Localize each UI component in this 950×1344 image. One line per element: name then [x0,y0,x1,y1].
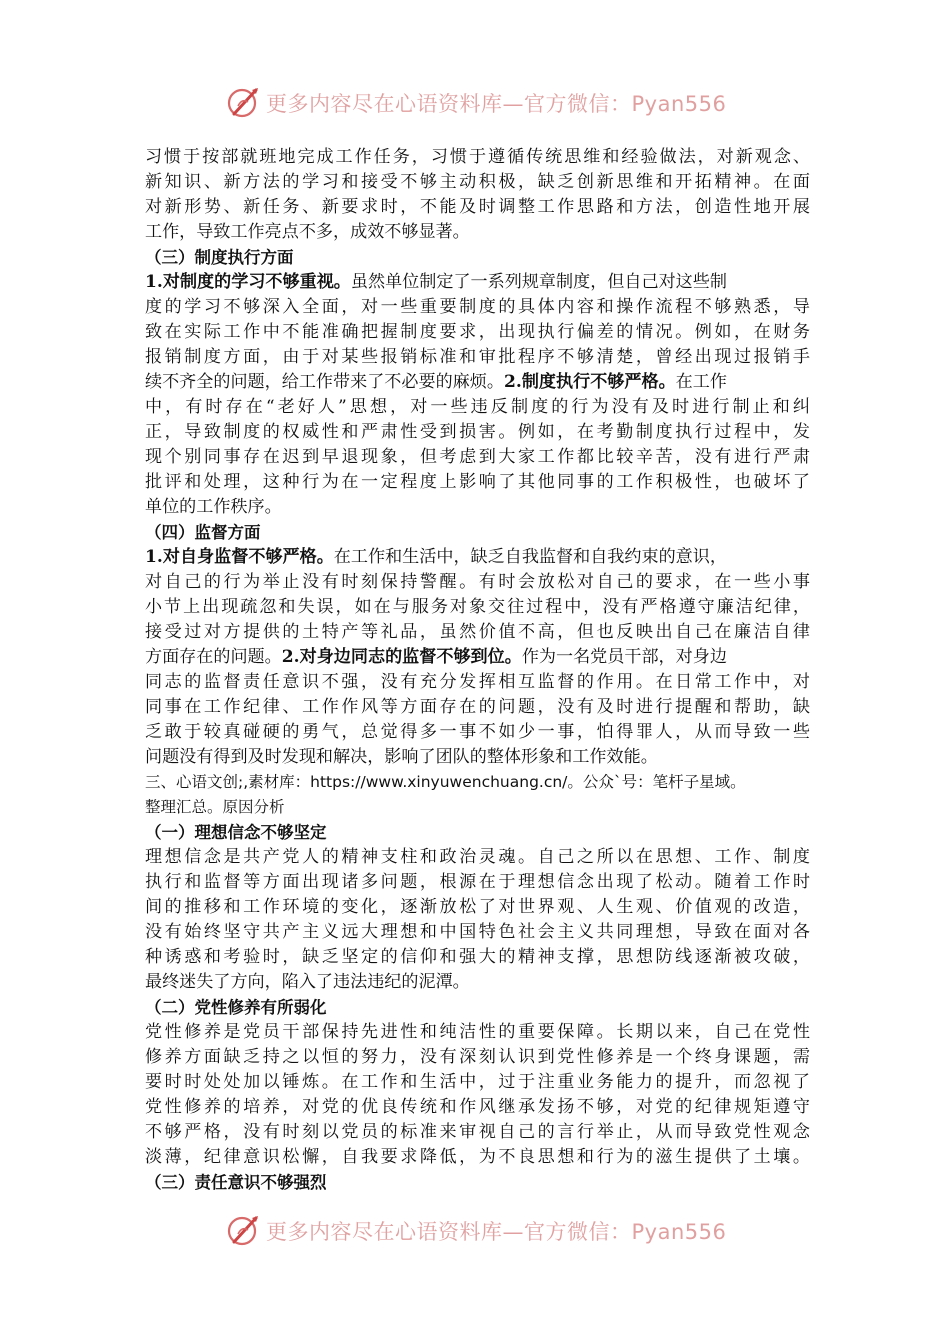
section-heading: （一）理想信念不够坚定 [145,823,327,842]
text-line: 淡薄，纪律意识松懈，自我要求降低，为不良思想和行为的滋生提供了土壤。 [145,1147,810,1167]
text-line: 工作，导致工作亮点不多，成效不够显著。 [145,222,470,242]
text-line: 修养方面缺乏持之以恒的努力，没有深刻认识到党性修养是一个终身课题，需 [145,1047,810,1067]
text-line: 新知识、新方法的学习和接受不够主动积极，缺乏创新思维和开拓精神。在面 [145,172,810,192]
watermark-text: 更多内容尽在心语资料库—官方微信：Pyan556 [266,1220,727,1244]
text-line: 种诱惑和考验时，缺乏坚定的信仰和强大的精神支撑，思想防线逐渐被攻破， [145,947,810,967]
text-line: 执行和监督等方面出现诸多问题，根源在于理想信念出现了松动。随着工作时 [145,872,810,892]
text-line: 小节上出现疏忽和失误，如在与服务对象交往过程中，没有严格遵守廉洁纪律， [145,597,810,617]
text-line: 现个别同事存在迟到早退现象，但考虑到大家工作都比较辛苦，没有进行严肃 [145,447,810,467]
pen-in-circle-icon [226,84,262,120]
section-heading: （三）制度执行方面 [145,248,294,267]
text-line: 对新形势、新任务、新要求时，不能及时调整工作思路和方法，创造性地开展 [145,197,810,217]
text-line: 同事在工作纪律、工作作风等方面存在的问题，没有及时进行提醒和帮助，缺 [145,697,810,717]
text-line: 单位的工作秩序。 [145,497,282,517]
text-line: 续不齐全的问题，给工作带来了不必要的麻烦。2.制度执行不够严格。在工作 [145,372,727,392]
section-heading: （三）责任意识不够强烈 [145,1173,327,1192]
text-line: 正，导致制度的权威性和严肃性受到损害。例如，在考勤制度执行过程中，发 [145,422,810,442]
text-line: 度的学习不够深入全面，对一些重要制度的具体内容和操作流程不够熟悉，导 [145,297,810,317]
text-line: 党性修养是党员干部保持先进性和纯洁性的重要保障。长期以来，自己在党性 [145,1022,810,1042]
text-line: 方面存在的问题。2.对身边同志的监督不够到位。作为一名党员干部，对身边 [145,647,727,667]
text-line: 1.对制度的学习不够重视。虽然单位制定了一系列规章制度，但自己对这些制 [145,272,727,292]
bold-point: 1.对制度的学习不够重视。 [145,272,351,292]
section-title: 整理汇总。原因分析 [145,798,285,816]
text-line: 批评和处理，这种行为在一定程度上影响了其他同事的工作积极性，也破坏了 [145,472,810,492]
bold-point: 2.制度执行不够严格。 [503,372,676,392]
bold-point: 1.对自身监督不够严格。 [145,547,334,567]
pen-in-circle-icon [226,1212,262,1248]
text-line: 理想信念是共产党人的精神支柱和政治灵魂。自己之所以在思想、工作、制度 [145,847,810,867]
text-line: 对自己的行为举止没有时刻保持警醒。有时会放松对自己的要求，在一些小事 [145,572,810,592]
text-line: 报销制度方面，由于对某些报销标准和审批程序不够清楚，曾经出现过报销手 [145,347,810,367]
document-body [145,145,810,1195]
watermark-text: 更多内容尽在心语资料库—官方微信：Pyan556 [266,92,727,116]
text-line: 乏敢于较真碰硬的勇气，总觉得多一事不如少一事，怕得罪人，从而导致一些 [145,722,810,742]
text-line: 没有始终坚守共产主义远大理想和中国特色社会主义共同理想，导致在面对各 [145,922,810,942]
text-line: 间的推移和工作环境的变化，逐渐放松了对世界观、人生观、价值观的改造， [145,897,810,917]
section-heading: （二）党性修养有所弱化 [145,998,327,1017]
footer-watermark-banner [0,1212,950,1252]
text-line: 问题没有得到及时发现和解决，影响了团队的整体形象和工作效能。 [145,747,658,767]
source-line: 三、心语文创;,素材库：https://www.xinyuwenchuang.cn/。公众`号：笔杆子星域。 [145,773,746,791]
text-line: 党性修养的培养，对党的优良传统和作风继承发扬不够，对党的纪律规矩遵守 [145,1097,810,1117]
header-watermark-banner [0,84,950,124]
text-line: 要时时处处加以锤炼。在工作和生活中，过于注重业务能力的提升，而忽视了 [145,1072,810,1092]
text-line: 致在实际工作中不能准确把握制度要求，出现执行偏差的情况。例如，在财务 [145,322,810,342]
text-line: 最终迷失了方向，陷入了违法违纪的泥潭。 [145,972,470,992]
text-line: 习惯于按部就班地完成工作任务，习惯于遵循传统思维和经验做法，对新观念、 [145,147,810,167]
bold-point: 2.对身边同志的监督不够到位。 [281,647,522,667]
text-line: 中，有时存在“老好人”思想，对一些违反制度的行为没有及时进行制止和纠 [145,397,810,417]
section-heading: （四）监督方面 [145,523,261,542]
text-line: 1.对自身监督不够严格。在工作和生活中，缺乏自我监督和自我约束的意识， [145,547,727,567]
text-line: 同志的监督责任意识不强，没有充分发挥相互监督的作用。在日常工作中，对 [145,672,810,692]
text-line: 接受过对方提供的土特产等礼品，虽然价值不高，但也反映出自己在廉洁自律 [145,622,810,642]
text-line: 不够严格，没有时刻以党员的标准来审视自己的言行举止，从而导致党性观念 [145,1122,810,1142]
